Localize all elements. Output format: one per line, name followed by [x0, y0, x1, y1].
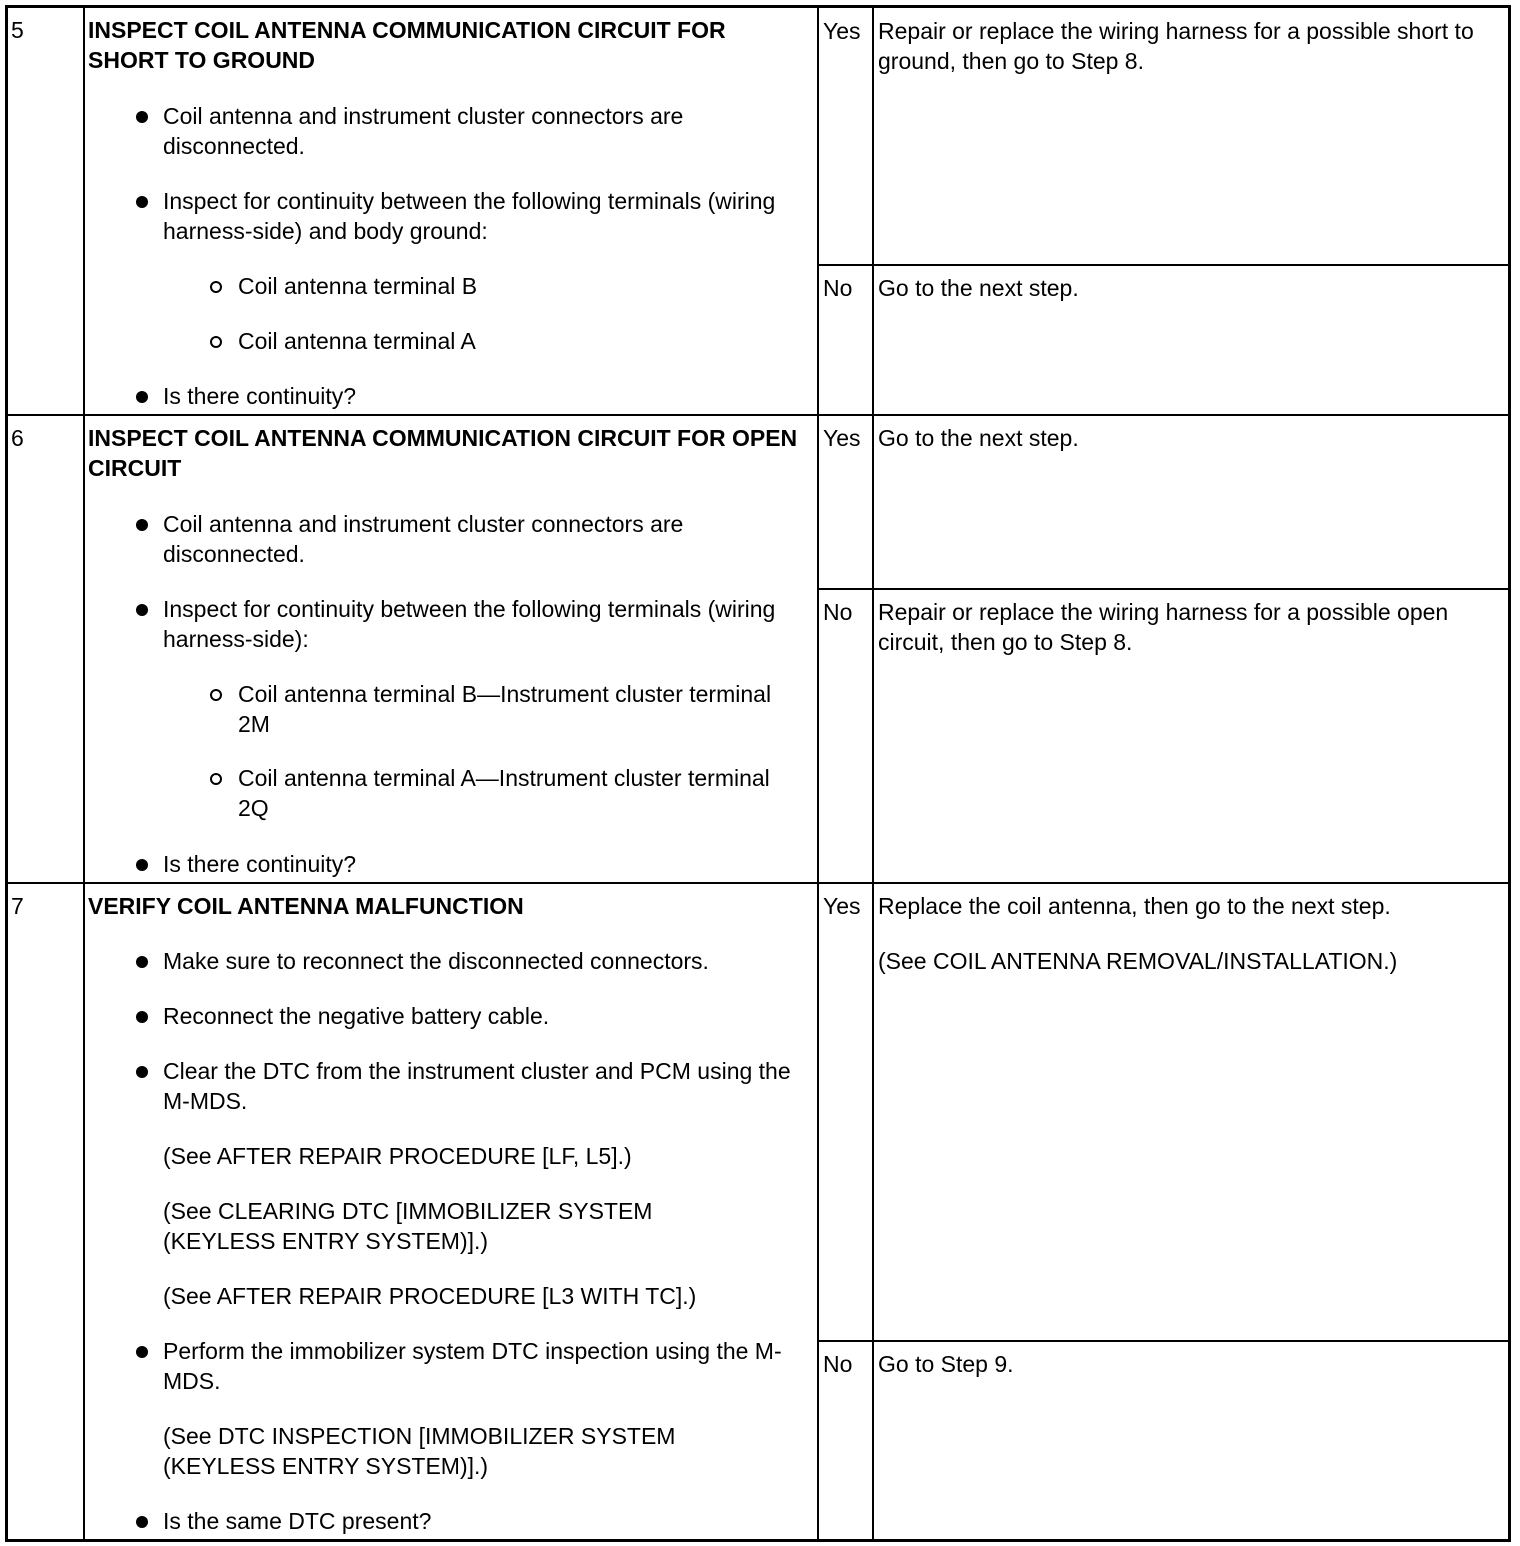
column-divider [817, 8, 819, 1539]
yes-action: Replace the coil antenna, then go to the next step. [878, 893, 1391, 919]
bullet-icon [136, 391, 148, 403]
yes-label: Yes [823, 18, 861, 44]
step-item: Clear the DTC from the instrument cluster and PCM using the M-MDS. [163, 1058, 791, 1114]
bullet-icon [136, 956, 148, 968]
yes-action: Repair or replace the wiring harness for a possible short to ground, then go to Step 8. [878, 18, 1474, 74]
step-item: Perform the immobilizer system DTC inspection using the M-MDS. [163, 1338, 782, 1394]
step-item: Inspect for continuity between the following terminals (wiring harness-side) and body ground: [163, 188, 776, 244]
answer-divider [817, 264, 1508, 266]
yes-action: Go to the next step. [878, 425, 1079, 451]
step-item: Is there continuity? [163, 851, 357, 877]
column-divider [83, 8, 85, 1539]
step-title: INSPECT COIL ANTENNA COMMUNICATION CIRCUIT FOR SHORT TO GROUND [88, 17, 726, 73]
bullet-icon [136, 859, 148, 871]
answer-divider [817, 1340, 1508, 1342]
step-number: 5 [11, 17, 24, 43]
bullet-icon [136, 604, 148, 616]
reference-note: (See AFTER REPAIR PROCEDURE [LF, L5].) [163, 1143, 632, 1169]
step-number: 7 [11, 893, 24, 919]
bullet-icon [136, 519, 148, 531]
answer-divider [817, 588, 1508, 590]
reference-note: (See CLEARING DTC [IMMOBILIZER SYSTEM (KEYLESS ENTRY SYSTEM)].) [163, 1198, 653, 1254]
sub-bullet-icon [210, 336, 222, 348]
row-divider [8, 414, 1508, 416]
sub-bullet-icon [210, 281, 222, 293]
step-item: Is the same DTC present? [163, 1508, 432, 1534]
step-item: Reconnect the negative battery cable. [163, 1003, 550, 1029]
bullet-icon [136, 1011, 148, 1023]
bullet-icon [136, 1066, 148, 1078]
step-item: Coil antenna and instrument cluster connectors are disconnected. [163, 511, 684, 567]
column-divider [872, 8, 874, 1539]
sub-bullet-icon [210, 689, 222, 701]
no-label: No [823, 599, 853, 625]
no-action: Go to Step 9. [878, 1351, 1014, 1377]
diagnostic-table [5, 5, 1511, 1542]
sub-bullet-icon [210, 773, 222, 785]
reference-note: (See AFTER REPAIR PROCEDURE [L3 WITH TC].) [163, 1283, 697, 1309]
no-label: No [823, 1351, 853, 1377]
step-title: VERIFY COIL ANTENNA MALFUNCTION [88, 893, 524, 919]
no-action: Go to the next step. [878, 275, 1079, 301]
step-item: Make sure to reconnect the disconnected connectors. [163, 948, 709, 974]
step-item: Inspect for continuity between the following terminals (wiring harness-side): [163, 596, 776, 652]
yes-label: Yes [823, 893, 861, 919]
bullet-icon [136, 196, 148, 208]
no-label: No [823, 275, 853, 301]
bullet-icon [136, 1346, 148, 1358]
bullet-icon [136, 1516, 148, 1528]
step-subitem: Coil antenna terminal A—Instrument cluster terminal 2Q [238, 765, 770, 821]
step-item: Is there continuity? [163, 383, 357, 409]
row-divider [8, 882, 1508, 884]
step-item: Coil antenna and instrument cluster connectors are disconnected. [163, 103, 684, 159]
bullet-icon [136, 111, 148, 123]
reference-note: (See DTC INSPECTION [IMMOBILIZER SYSTEM (KEYLESS ENTRY SYSTEM)].) [163, 1423, 676, 1479]
step-subitem: Coil antenna terminal A [238, 328, 476, 354]
yes-reference-note: (See COIL ANTENNA REMOVAL/INSTALLATION.) [878, 948, 1398, 974]
step-title: INSPECT COIL ANTENNA COMMUNICATION CIRCUIT FOR OPEN CIRCUIT [88, 425, 798, 481]
step-number: 6 [11, 425, 24, 451]
yes-label: Yes [823, 425, 861, 451]
step-subitem: Coil antenna terminal B—Instrument cluster terminal 2M [238, 681, 772, 737]
no-action: Repair or replace the wiring harness for a possible open circuit, then go to Step 8. [878, 599, 1449, 655]
step-subitem: Coil antenna terminal B [238, 273, 478, 299]
